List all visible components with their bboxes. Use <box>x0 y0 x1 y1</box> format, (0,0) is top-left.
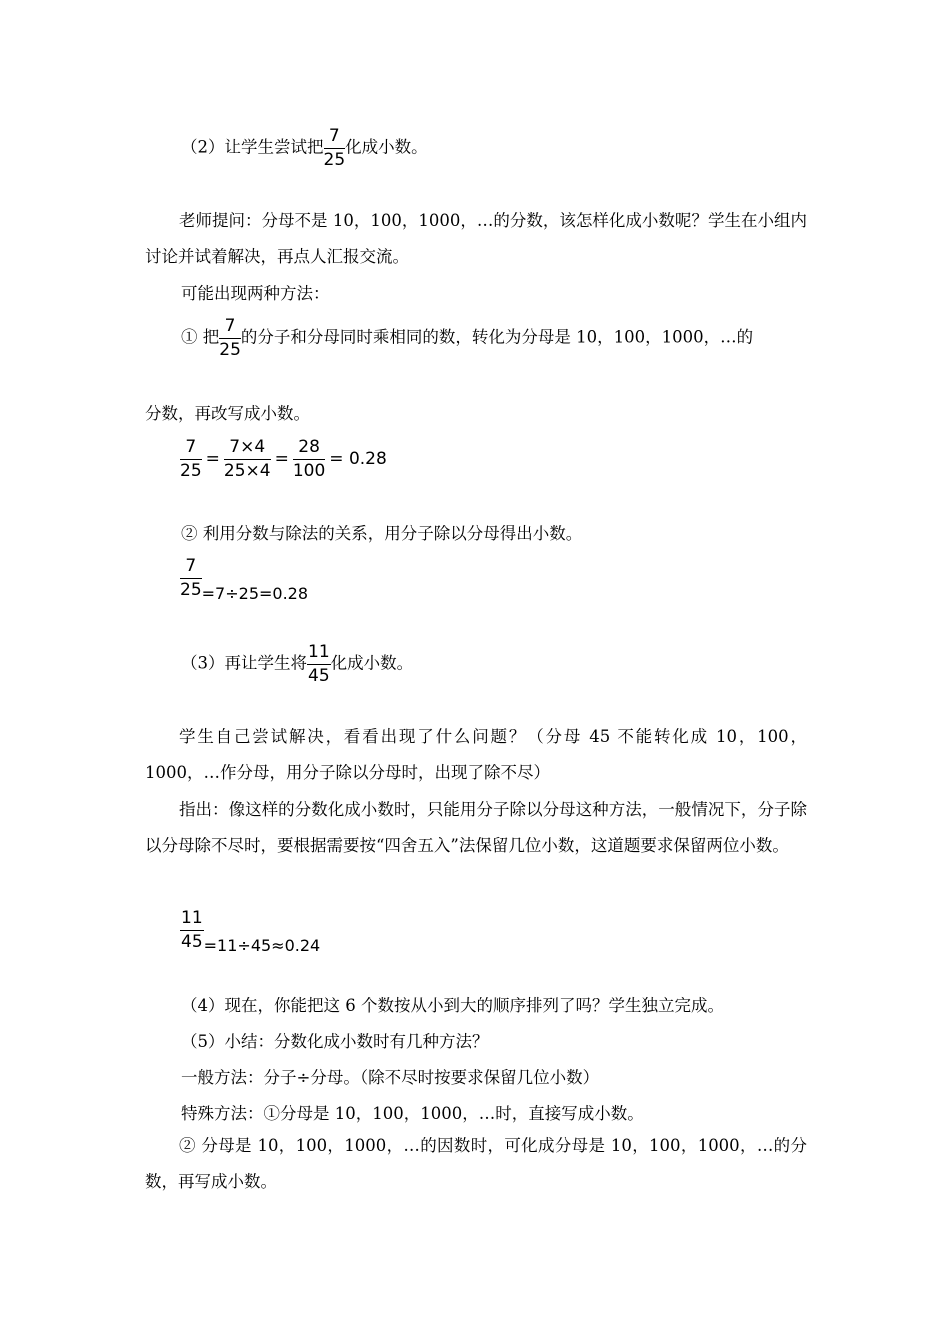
step-3-suffix: 化成小数。 <box>330 653 414 673</box>
fraction <box>180 908 204 952</box>
fraction <box>180 437 202 481</box>
numerator: 7 <box>180 556 202 579</box>
fraction-7-25 <box>324 126 346 170</box>
denominator: 100 <box>292 461 326 481</box>
method-1-line <box>181 316 753 360</box>
equation-1 <box>180 437 391 481</box>
numerator: 11 <box>307 642 331 665</box>
result: = 0.28 <box>329 449 387 469</box>
special-method-2: ② 分母是 10，100，1000，…的因数时，可化成分母是 10，100，1000，…的分数，再写成小数。 <box>145 1136 807 1191</box>
equals-sign: = <box>274 449 289 469</box>
fraction-11-45 <box>307 642 331 686</box>
denominator: 45 <box>181 932 203 952</box>
explanation-paragraph: 指出：像这样的分数化成小数时，只能用分子除以分母这种方法，一般情况下，分子除以分母除不尽时，要根据需要按“四舍五入”法保留几位小数，这道题要求保留两位小数。 <box>145 800 807 855</box>
fraction <box>293 437 325 481</box>
numerator: 7×4 <box>224 437 271 460</box>
method-1-continuation: 分数，再改写成小数。 <box>145 404 310 423</box>
denominator: 25 <box>323 150 346 170</box>
equals-sign: = <box>205 449 220 469</box>
numerator: 7 <box>180 437 202 460</box>
method-2-line: ② 利用分数与除法的关系，用分子除以分母得出小数。 <box>181 524 583 543</box>
denominator: 25 <box>219 340 241 360</box>
numerator: 7 <box>219 316 241 339</box>
numerator: 7 <box>324 126 346 149</box>
denominator: 25×4 <box>223 461 271 481</box>
equation-2 <box>180 556 309 603</box>
division-result: =7÷25=0.28 <box>201 584 309 603</box>
denominator: 45 <box>308 666 330 686</box>
denominator: 25 <box>180 461 202 481</box>
special-method: 特殊方法：①分母是 10，100，1000，…时，直接写成小数。 <box>181 1104 644 1123</box>
step-2-prefix: （2）让学生尝试把 <box>181 137 324 157</box>
fraction-7-25 <box>219 316 241 360</box>
method-1-text: 的分子和分母同时乘相同的数，转化为分母是 10，100，1000，…的 <box>240 327 754 347</box>
division-result: =11÷45≈0.24 <box>203 936 321 955</box>
step-3-prefix: （3）再让学生将 <box>181 653 307 673</box>
denominator: 25 <box>180 580 202 600</box>
numerator: 11 <box>180 908 204 931</box>
step-4-line: （4）现在，你能把这 6 个数按从小到大的顺序排列了吗？学生独立完成。 <box>181 996 724 1015</box>
student-attempt-paragraph: 学生自己尝试解决，看看出现了什么问题？（分母 45 不能转化成 10，100，1000，…作分母，用分子除以分母时，出现了除不尽） <box>145 727 807 782</box>
step-2-line <box>181 126 428 170</box>
teacher-question: 老师提问：分母不是 10，100，1000，…的分数，该怎样化成小数呢？学生在小组内讨论并试着解决，再点人汇报交流。 <box>145 211 807 266</box>
equation-3 <box>180 908 321 955</box>
step-5-line: （5）小结：分数化成小数时有几种方法？ <box>181 1032 489 1051</box>
fraction <box>224 437 271 481</box>
methods-intro: 可能出现两种方法： <box>181 284 330 303</box>
step-2-suffix: 化成小数。 <box>345 137 428 157</box>
method-1-prefix: ① 把 <box>181 327 220 347</box>
fraction <box>180 556 202 600</box>
step-3-line <box>181 642 413 686</box>
general-method: 一般方法：分子÷分母。（除不尽时按要求保留几位小数） <box>181 1068 600 1087</box>
numerator: 28 <box>293 437 325 460</box>
